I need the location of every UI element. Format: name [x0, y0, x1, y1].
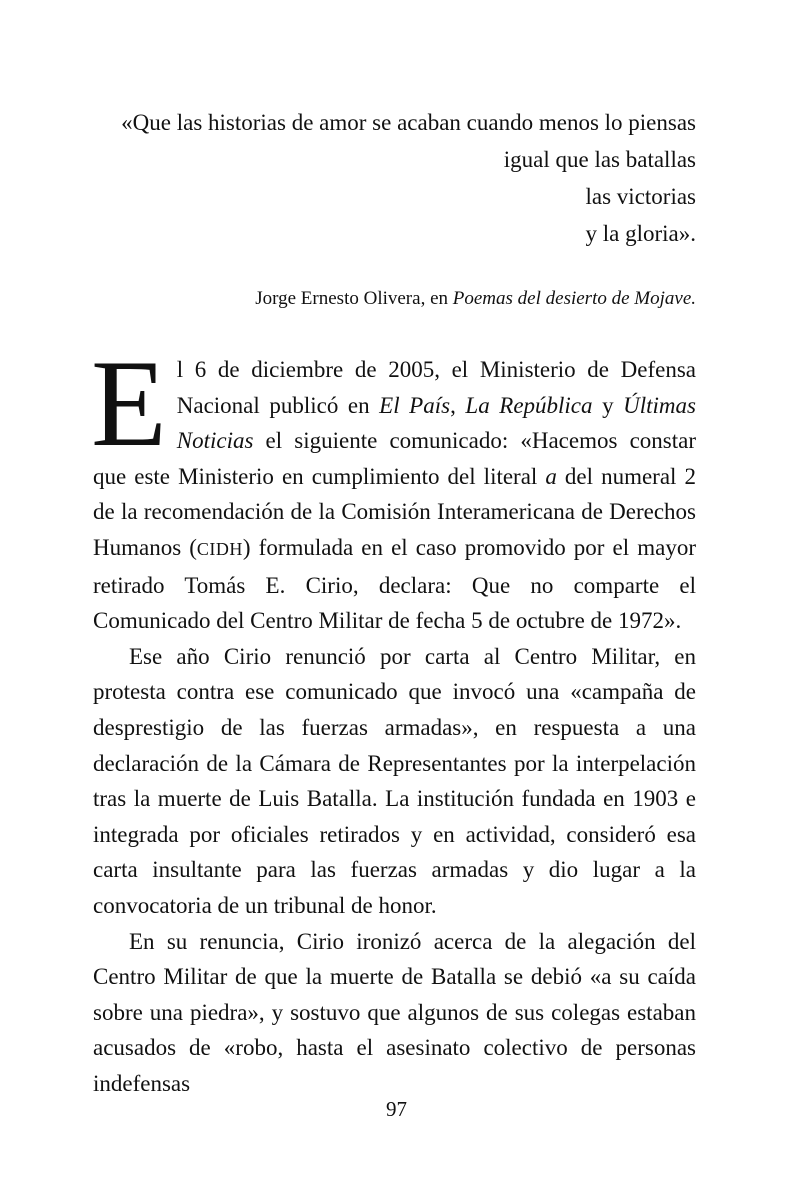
attribution-work: Poemas del desierto de Mojave. [452, 288, 696, 309]
body-text [91, 335, 696, 1101]
text-run: del numeral 2 de la recomendación de la Comisión Interamericana de Derechos Humanos ( [93, 463, 696, 560]
page-number: 97 [386, 1097, 407, 1121]
acronym: CIDH [196, 538, 243, 559]
epigraph [96, 104, 696, 252]
epigraph-line: las victorias [585, 184, 696, 209]
paragraph-1 [91, 335, 696, 639]
text-run: , [450, 392, 466, 418]
text-run: l 6 de diciembre de 2005, el Ministerio de Defensa Nacional publicó en [176, 357, 696, 418]
epigraph-attribution [96, 286, 696, 312]
newspaper-name: Últimas Noticias [176, 392, 696, 454]
epigraph-line: y la gloria». [585, 221, 696, 246]
epigraph-line: «Que las historias de amor se acaban cuando menos lo piensas [121, 110, 696, 135]
drop-cap: E [91, 335, 167, 472]
text-run: y [592, 392, 624, 418]
attribution-author: Jorge Ernesto Olivera, en [255, 288, 449, 309]
newspaper-name: La República [465, 392, 593, 418]
italic-letter: a [545, 463, 557, 489]
paragraph-3: En su renuncia, Cirio ironizó acerca de la alegación del Centro Militar de que la muerte de Batalla se debió «a su caída sobre una piedra», y sostuvo que algunos de sus colegas estaban acusados de «robo, hasta el asesinato colectivo de personas indefensas [93, 928, 696, 1096]
text-run: el siguiente comunicado: «Hacemos constar que este Ministerio en cumplimiento del literal [93, 428, 696, 489]
paragraph-2: Ese año Cirio renunció por carta al Centro Militar, en protesta contra ese comunicado que invocó una «campaña de desprestigio de las fuerzas armadas», en respuesta a una declaración de la Cámara de Representantes por la interpelación tras la muerte de Luis Batalla. La institución fundada en 1903 e integrada por oficiales retirados y en actividad, consideró esa carta insultante para las fuerzas armadas y dio lugar a la convocatoria de un tribunal de honor. [93, 643, 696, 918]
text-run: ) formulada en el caso promovido por el mayor retirado Tomás E. Cirio, declara: Que no comparte el Comunicado del Centro Militar de fecha 5 de octubre de 1972». [93, 534, 696, 634]
newspaper-name: El País [379, 392, 451, 418]
epigraph-line: igual que las batallas [503, 147, 696, 172]
